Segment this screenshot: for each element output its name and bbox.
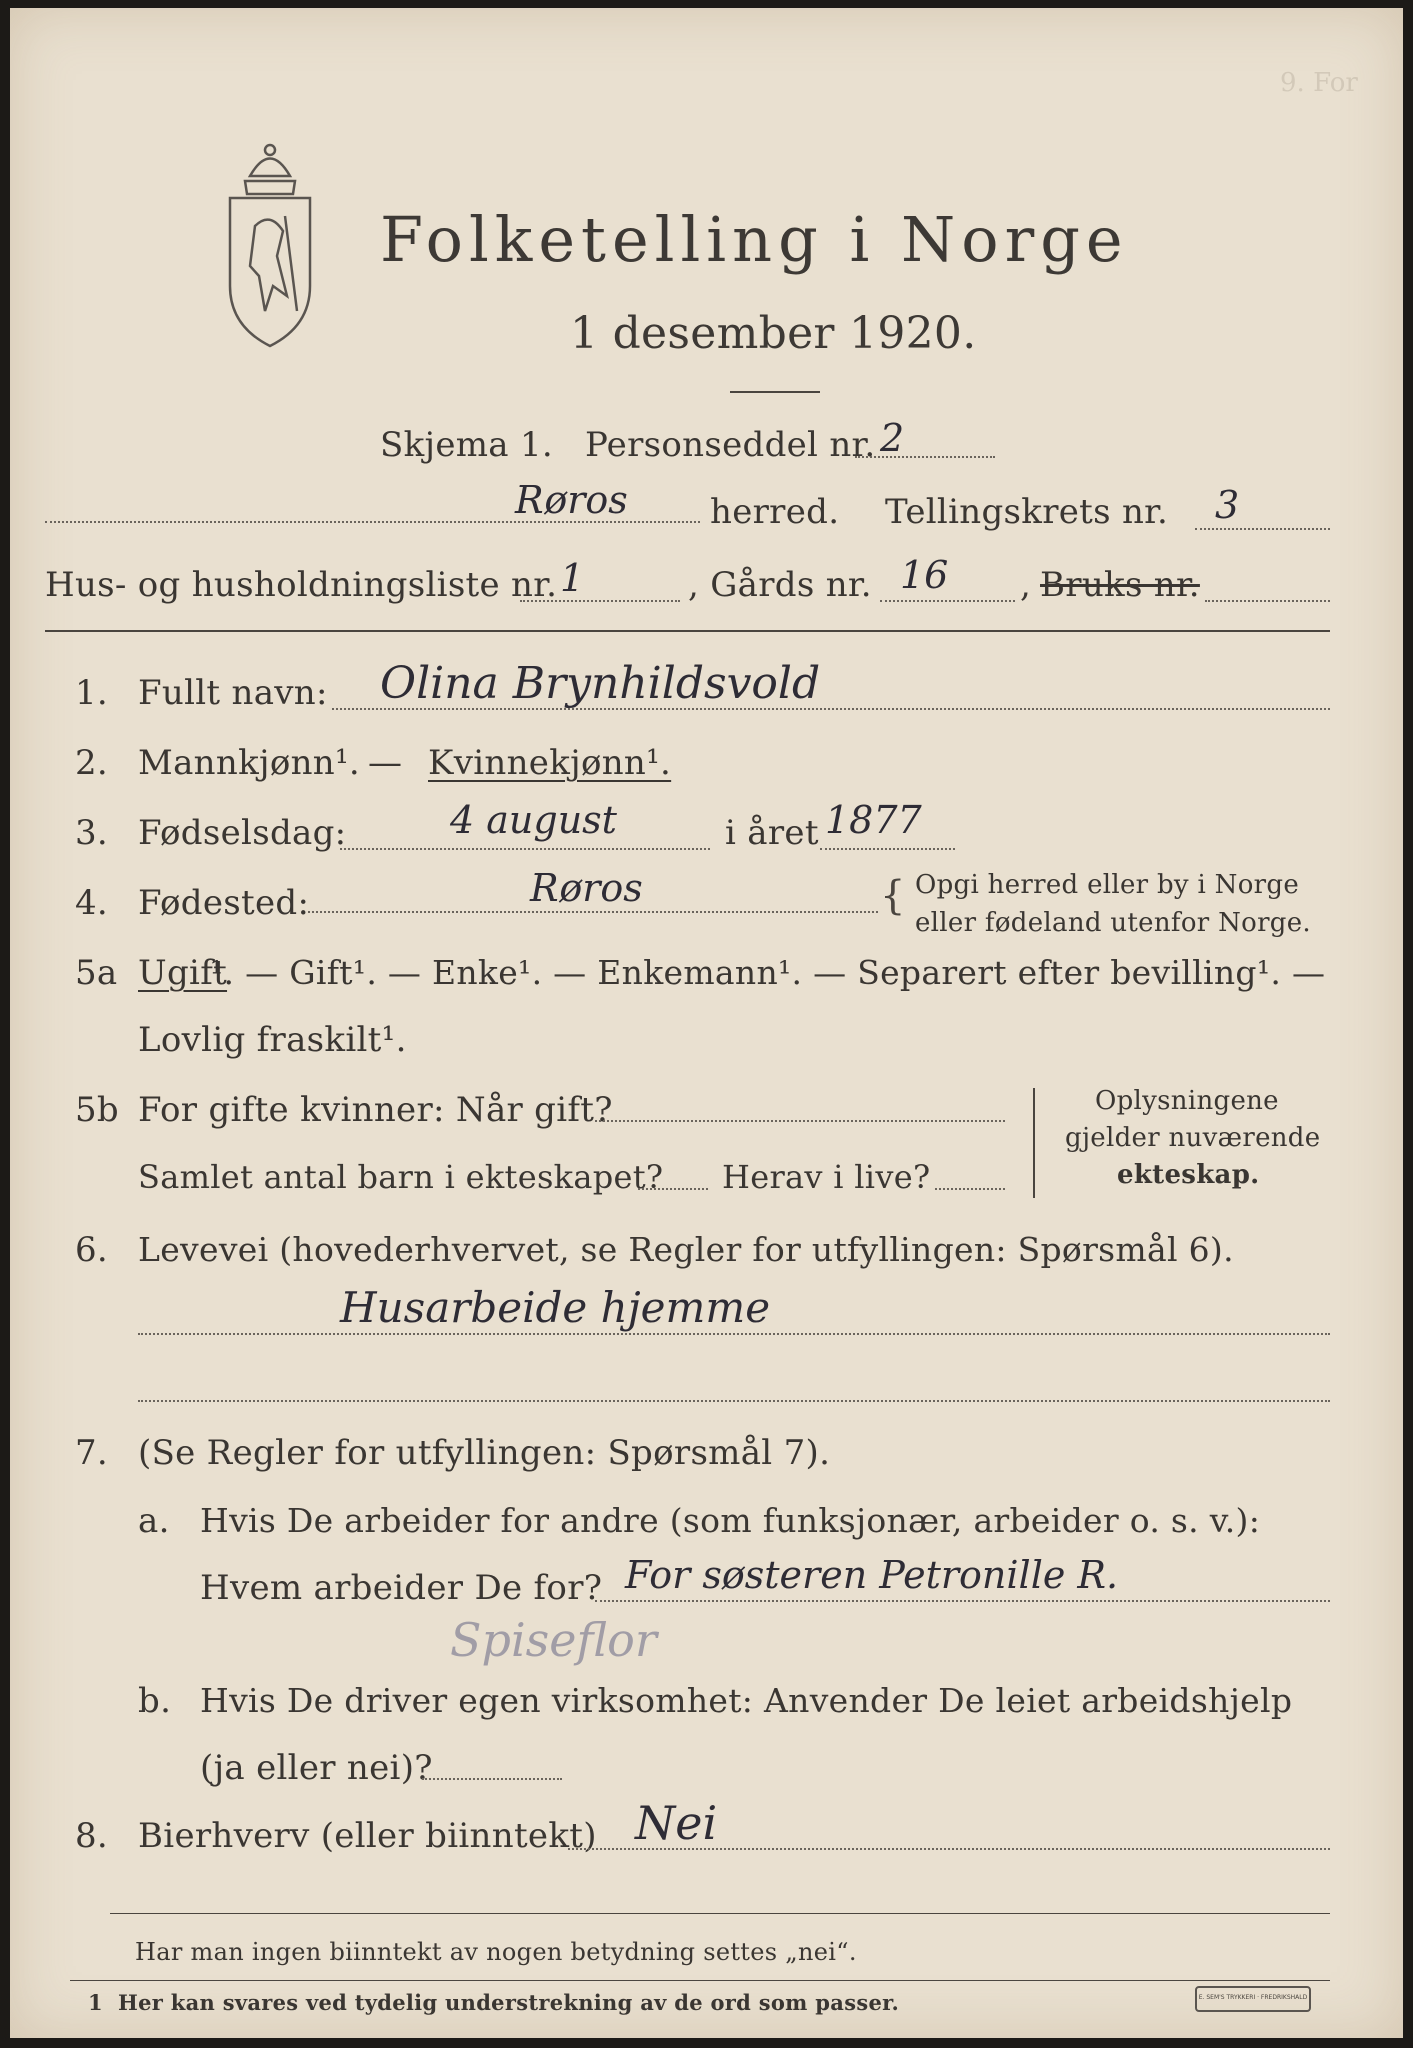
q1-label: Fullt navn: bbox=[138, 673, 328, 713]
birthplace-value: Røros bbox=[530, 866, 643, 910]
q5b-barn-label: Samlet antal barn i ekteskapet? bbox=[138, 1158, 664, 1196]
census-date: 1 desember 1920. bbox=[570, 308, 977, 359]
header-separator bbox=[45, 630, 1330, 632]
children-alive-field[interactable] bbox=[935, 1188, 1005, 1190]
husholdningsliste-label: Hus- og husholdningsliste nr. bbox=[45, 565, 558, 605]
q7-number: 7. bbox=[75, 1433, 109, 1473]
gards-value: 16 bbox=[900, 553, 949, 597]
personseddel-label: Personseddel nr. bbox=[585, 425, 876, 465]
title-divider bbox=[730, 391, 820, 393]
q5b-number: 5b bbox=[75, 1090, 119, 1130]
footnote-number: 1 bbox=[88, 1990, 103, 2015]
q3-year-label: i året bbox=[725, 813, 819, 853]
bleed-through-text: 9. For bbox=[1280, 68, 1358, 98]
q6-label: Levevei (hovederhvervet, se Regler for utfyllingen: Spørsmål 6). bbox=[138, 1230, 1234, 1269]
kvinnekjonn-option[interactable]: Kvinnekjønn¹. bbox=[428, 743, 672, 783]
birth-year-field[interactable] bbox=[820, 848, 955, 850]
q8-label: Bierhverv (eller biinntekt) bbox=[138, 1816, 597, 1856]
q7b-letter: b. bbox=[138, 1681, 172, 1721]
full-name-value: Olina Brynhildsvold bbox=[380, 658, 821, 709]
census-form bbox=[10, 8, 1403, 2038]
q5a-options[interactable]: ¹. — Gift¹. — Enke¹. — Enkemann¹. — Separert efter bevilling¹. — bbox=[210, 953, 1326, 992]
gards-label: , Gårds nr. bbox=[688, 565, 872, 605]
q7a-who-label: Hvem arbeider De for? bbox=[200, 1568, 603, 1608]
tellingskrets-value: 3 bbox=[1215, 483, 1240, 527]
q7b-label: Hvis De driver egen virksomhet: Anvender De leiet arbeidshjelp bbox=[200, 1681, 1293, 1720]
occupation-field-2[interactable] bbox=[138, 1400, 1330, 1402]
norwegian-coat-of-arms-icon bbox=[215, 136, 325, 351]
printer-stamp-text: E. SEM'S TRYKKERI · FREDRIKSHALD bbox=[1198, 1994, 1308, 2001]
q5b-ilive-label: Herav i live? bbox=[722, 1158, 931, 1196]
personseddel-field[interactable] bbox=[855, 456, 995, 458]
occupation-field[interactable] bbox=[138, 1333, 1330, 1335]
q5b-label: For gifte kvinner: Når gift? bbox=[138, 1090, 613, 1130]
q1-number: 1. bbox=[75, 673, 109, 713]
bruks-separator: , bbox=[1020, 565, 1032, 605]
q5a-fraskilt[interactable]: Lovlig fraskilt¹. bbox=[138, 1020, 407, 1060]
husholdningsliste-value: 1 bbox=[560, 556, 585, 600]
footer-separator bbox=[110, 1913, 1330, 1914]
q5b-note-line3: ekteskap. bbox=[1117, 1160, 1260, 1190]
q5b-note-line1: Oplysningene bbox=[1095, 1086, 1279, 1116]
children-count-field[interactable] bbox=[638, 1188, 708, 1190]
bruks-label: Bruks nr. bbox=[1040, 565, 1200, 605]
q7-label: (Se Regler for utfyllingen: Spørsmål 7). bbox=[138, 1433, 831, 1473]
herred-label: herred. bbox=[710, 492, 840, 532]
birthday-field[interactable] bbox=[340, 848, 710, 850]
birthday-value: 4 august bbox=[450, 798, 617, 842]
pencil-annotation: Spiseflor bbox=[450, 1613, 657, 1667]
ugift-option[interactable]: Ugift bbox=[138, 953, 228, 993]
q4-note-line1: Opgi herred eller by i Norge bbox=[915, 870, 1300, 900]
birthplace-field[interactable] bbox=[308, 911, 878, 913]
q4-brace: { bbox=[880, 873, 906, 919]
gards-field[interactable] bbox=[880, 600, 1015, 602]
q7a-letter: a. bbox=[138, 1501, 170, 1541]
q6-number: 6. bbox=[75, 1230, 109, 1270]
q3-number: 3. bbox=[75, 813, 109, 853]
q8-number: 8. bbox=[75, 1816, 109, 1856]
tellingskrets-field[interactable] bbox=[1195, 528, 1330, 530]
footnote-separator bbox=[70, 1980, 1330, 1981]
personseddel-value: 2 bbox=[880, 416, 905, 460]
q5b-bracket bbox=[1033, 1088, 1035, 1198]
mannkjonn-option[interactable]: Mannkjønn¹. bbox=[138, 743, 361, 783]
herred-value: Røros bbox=[515, 478, 628, 522]
bruks-field[interactable] bbox=[1205, 600, 1330, 602]
q7b-line2: (ja eller nei)? bbox=[200, 1748, 433, 1788]
footnote-text: Her kan svares ved tydelig understrekning av de ord som passer. bbox=[118, 1990, 900, 2015]
q2-number: 2. bbox=[75, 743, 109, 783]
form-title: Folketelling i Norge bbox=[380, 203, 1129, 276]
q2-dash: — bbox=[368, 743, 403, 783]
q4-note-line2: eller fødeland utenfor Norge. bbox=[915, 908, 1311, 938]
married-when-field[interactable] bbox=[595, 1120, 1005, 1122]
q5a-number: 5a bbox=[75, 953, 118, 993]
side-income-value: Nei bbox=[635, 1796, 718, 1850]
q7a-label: Hvis De arbeider for andre (som funksjonær, arbeider o. s. v.): bbox=[200, 1501, 1261, 1540]
husholdningsliste-field[interactable] bbox=[520, 600, 680, 602]
employer-field[interactable] bbox=[595, 1600, 1330, 1602]
skjema-label: Skjema 1. bbox=[380, 425, 554, 465]
printer-stamp bbox=[1195, 1986, 1311, 2012]
q3-label: Fødselsdag: bbox=[138, 813, 347, 853]
hired-help-field[interactable] bbox=[422, 1778, 562, 1780]
footer-note: Har man ingen biinntekt av nogen betydning settes „nei“. bbox=[135, 1938, 857, 1966]
birth-year-value: 1877 bbox=[825, 798, 922, 842]
occupation-value: Husarbeide hjemme bbox=[340, 1283, 771, 1332]
employer-value: For søsteren Petronille R. bbox=[625, 1553, 1119, 1597]
q4-number: 4. bbox=[75, 883, 109, 923]
tellingskrets-label: Tellingskrets nr. bbox=[885, 492, 1169, 532]
q4-label: Fødested: bbox=[138, 883, 310, 923]
q5b-note-line2: gjelder nuværende bbox=[1065, 1123, 1321, 1153]
